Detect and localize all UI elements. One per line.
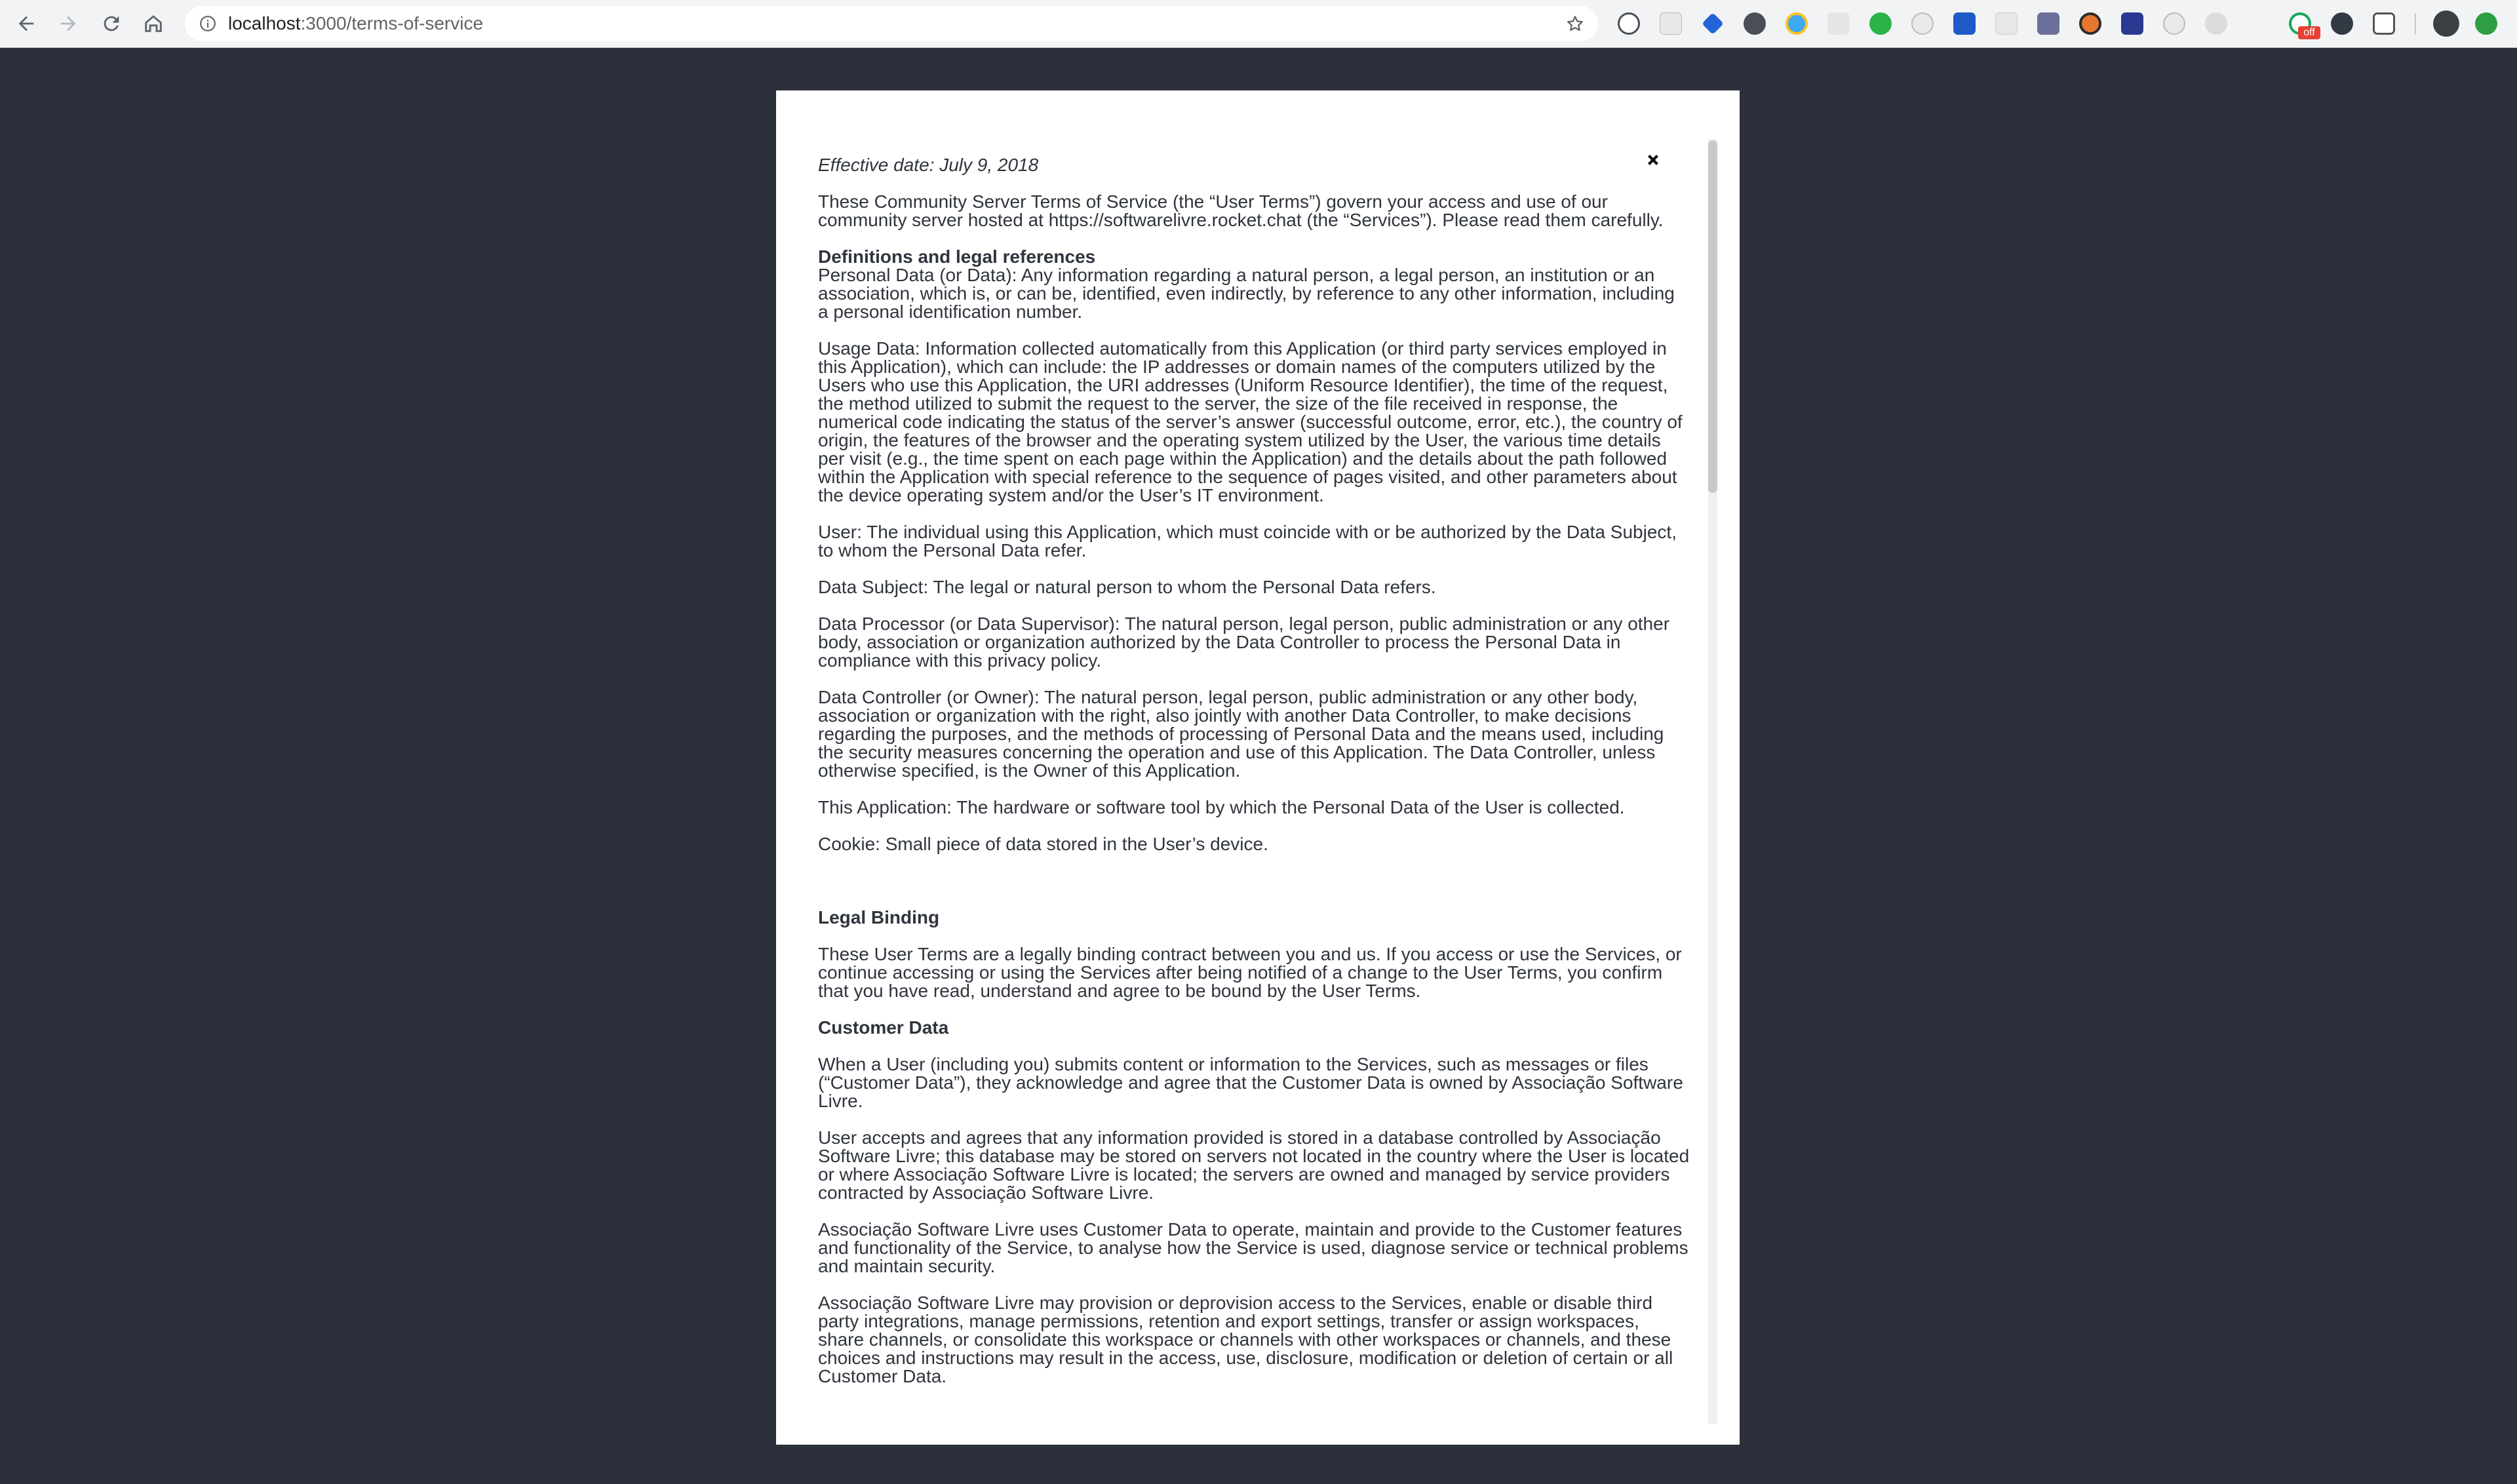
sync-extension-icon[interactable] bbox=[1618, 12, 1640, 35]
camera-extension-icon[interactable] bbox=[2079, 12, 2101, 35]
browser-toolbar bbox=[0, 0, 2517, 48]
home-icon bbox=[142, 12, 165, 35]
definition-usage-data: Usage Data: Information collected automatically from this Application (or third party services employed in this Application), which can include: the IP addresses or domain names of the computers utilized by the Users who use this Application, the URI addresses (Uniform Resource Identifier), the time of the request, the method utilized to submit the request to the server, the size of the file received in response, the numerical code indicating the status of the server’s answer (successful outcome, error, etc.), the country of origin, the features of the browser and the operating system utilized by the User, the various time details per visit (e.g., the time spent on each page within the Application) and the details about the path followed within the Application with special reference to the sequence of pages visited, and other parameters about the device operating system and/or the User’s IT environment. bbox=[818, 338, 1683, 505]
checker-extension-icon[interactable] bbox=[1785, 12, 1808, 35]
customer-data-paragraph: Associação Software Livre uses Customer Data to operate, maintain and provide to the Customer features and functionality of the Service, to analyse how the Service is used, diagnose service or technical problems and maintain security. bbox=[818, 1219, 1688, 1276]
customer-data-paragraph: User accepts and agrees that any information provided is stored in a database controlled by Associação Software Livre; this database may be stored on servers not located in the country where the User is located or where Associação Software Livre is located; the servers are owned and managed by service providers contracted by Associação Software Livre. bbox=[818, 1127, 1690, 1203]
terms-content bbox=[818, 156, 1690, 1404]
update-extension-icon[interactable] bbox=[2475, 12, 2497, 35]
gear-extension-icon[interactable] bbox=[2205, 12, 2227, 35]
modal-scrollbar[interactable] bbox=[1708, 139, 1717, 1424]
chat-extension-icon[interactable] bbox=[1911, 12, 1934, 35]
profile-avatar[interactable] bbox=[2433, 10, 2459, 37]
definition-this-application: This Application: The hardware or software tool by which the Personal Data of the User is collected. bbox=[818, 797, 1625, 817]
definition-data-subject: Data Subject: The legal or natural person to whom the Personal Data refers. bbox=[818, 577, 1436, 597]
forward-button[interactable] bbox=[52, 8, 84, 39]
play-extension-icon[interactable] bbox=[1869, 12, 1892, 35]
definition-data-controller: Data Controller (or Owner): The natural person, legal person, public administration or any other body, association or organization with the right, also jointly with another Data Controller, to make decisions regarding the purposes, and the methods of processing of Personal Data and the means used, including the security measures concerning the operation and use of this Application. The Data Controller, unless otherwise specified, is the Owner of this Application. bbox=[818, 687, 1664, 781]
comment-extension-icon[interactable] bbox=[2163, 12, 2185, 35]
definitions-heading: Definitions and legal references bbox=[818, 246, 1096, 267]
legal-binding-paragraph: These User Terms are a legally binding contract between you and us. If you access or use the Services, or continue accessing or using the Services after being notified of a change to the User Terms, you confirm that you have read, understand and agree to be bound by the User Terms. bbox=[818, 944, 1682, 1001]
back-button[interactable] bbox=[10, 8, 42, 39]
url-host: localhost bbox=[228, 13, 301, 33]
bookmark-star-icon[interactable] bbox=[1565, 14, 1585, 33]
extension-off-badge: off bbox=[2298, 26, 2320, 39]
terms-of-service-modal bbox=[776, 90, 1740, 1445]
reload-button[interactable] bbox=[96, 8, 127, 39]
screen-extension-icon[interactable] bbox=[1827, 12, 1850, 35]
home-button[interactable] bbox=[138, 8, 169, 39]
translate-extension-icon[interactable] bbox=[1660, 12, 1682, 35]
scrollbar-thumb[interactable] bbox=[1708, 140, 1717, 493]
abc-extension-icon[interactable] bbox=[2247, 12, 2269, 35]
address-bar[interactable] bbox=[185, 6, 1598, 41]
customer-data-heading: Customer Data bbox=[818, 1017, 949, 1038]
definition-user: User: The individual using this Application, which must coincide with or be authorized by the Data Subject, to whom the Personal Data refer. bbox=[818, 522, 1677, 560]
info-icon[interactable] bbox=[199, 15, 216, 32]
zotero-extension-icon[interactable] bbox=[2121, 12, 2143, 35]
customer-data-paragraph: When a User (including you) submits content or information to the Services, such as messages or files (“Customer Data”), they acknowledge and agree that the Customer Data is owned by Associação Software Livre. bbox=[818, 1054, 1683, 1111]
url-path: :3000/terms-of-service bbox=[300, 13, 484, 33]
layers-extension-icon[interactable] bbox=[1702, 12, 1724, 35]
arrow-left-icon bbox=[15, 12, 37, 35]
toolbar-divider bbox=[2415, 13, 2416, 34]
effective-date: Effective date: July 9, 2018 bbox=[818, 155, 1039, 175]
blank-extension-icon[interactable] bbox=[1995, 12, 2018, 35]
bitwarden-extension-icon[interactable] bbox=[1953, 12, 1976, 35]
definition-cookie: Cookie: Small piece of data stored in the User’s device. bbox=[818, 834, 1268, 854]
shield-extension-icon[interactable] bbox=[2331, 12, 2353, 35]
url-text[interactable] bbox=[228, 6, 483, 41]
section-spacer bbox=[818, 872, 1690, 908]
wordpress-extension-icon[interactable] bbox=[1744, 12, 1766, 35]
reload-icon bbox=[100, 12, 123, 35]
intro-paragraph: These Community Server Terms of Service (the “User Terms”) govern your access and use of our community server hosted at https://softwarelivre.rocket.chat (the “Services”). Please read them carefully. bbox=[818, 191, 1664, 230]
customer-data-paragraph: Associação Software Livre may provision or deprovision access to the Services, enable or disable third party integrations, manage permissions, retention and export settings, transfer or assign workspaces, share channels, or consolidate this workspace or channels with other workspaces or channels, and these choices and instructions may result in the access, use, disclosure, modification or deletion of certain or all Customer Data. bbox=[818, 1293, 1673, 1386]
legal-binding-heading: Legal Binding bbox=[818, 907, 940, 928]
cat-extension-icon[interactable] bbox=[2037, 12, 2059, 35]
arrow-right-icon bbox=[57, 12, 79, 35]
definition-data-processor: Data Processor (or Data Supervisor): The natural person, legal person, public administration or any other body, association or organization authorized by the Data Controller to process the Personal Data in compliance with this privacy policy. bbox=[818, 614, 1670, 671]
definition-personal-data: Personal Data (or Data): Any information regarding a natural person, a legal person, an institution or an association, which is, or can be, identified, even indirectly, by reference to any other information, including a personal identification number. bbox=[818, 265, 1675, 322]
qr-code-extension-icon[interactable] bbox=[2373, 12, 2395, 35]
